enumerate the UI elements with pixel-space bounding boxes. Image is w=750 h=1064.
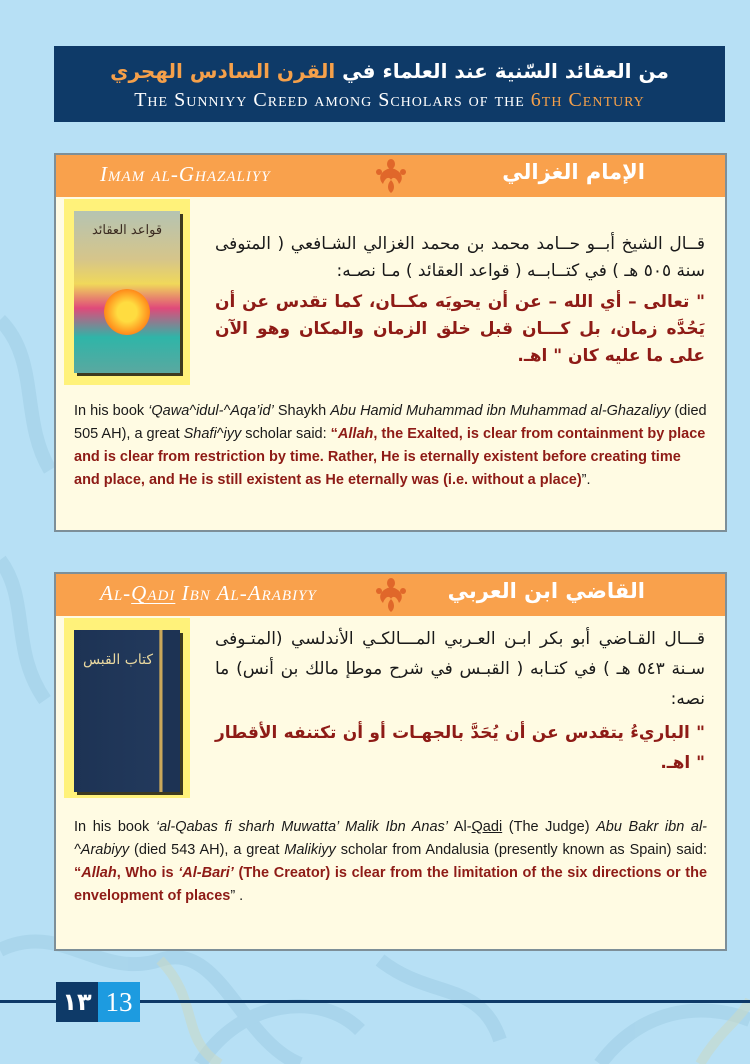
quote-allah: Allah [81, 865, 117, 881]
page-number-english: 13 [98, 982, 140, 1022]
english-text: Al- [448, 819, 472, 835]
english-text: (The Judge) [502, 819, 597, 835]
page-number-arabic: ١٣ [56, 982, 98, 1022]
quote-close: ”. [581, 472, 591, 488]
title-arabic-main: من العقائد السّنية عند العلماء في [342, 59, 669, 83]
floral-ornament-icon [371, 577, 411, 613]
page-title-banner [54, 46, 725, 122]
english-text: scholar from Andalusia (presently known as Spain) said: [335, 842, 707, 858]
book-cover-image [74, 630, 180, 792]
header-english-qadi: Qadi [131, 581, 176, 605]
english-text-block [74, 816, 707, 908]
title-qadi: Qadi [471, 819, 503, 835]
header-english-post: Ibn Al-Arabiyy [175, 581, 317, 605]
english-text: (died 543 AH), a great [129, 842, 285, 858]
arabic-text-block [215, 624, 705, 778]
card-header [56, 155, 725, 197]
header-arabic: القاضي ابن العربي [447, 579, 645, 603]
scholar-card-ghazaliyy [54, 153, 727, 532]
book-cover-image [74, 211, 180, 373]
title-arabic-highlight: القرن السادس الهجري [110, 59, 336, 83]
book-cover-frame [64, 618, 190, 798]
english-text: Shaykh [273, 403, 331, 419]
book-cover-title: قواعد العقائد [91, 223, 163, 238]
scholar-name-italic: Abu Bakr ibn al-^Arabiyy [74, 819, 707, 858]
title-english [54, 86, 725, 114]
english-text-block [74, 400, 707, 492]
title-english-highlight: 6th Century [530, 89, 645, 111]
book-cover-frame [64, 199, 190, 385]
card-header [56, 574, 725, 616]
book-cover-sun [104, 289, 150, 335]
school-name-italic: Shafi^iyy [183, 426, 242, 442]
english-quote [74, 865, 707, 904]
quote-text: (The Creator) is clear from the limitation of the six directions or the envelopment of places [74, 865, 708, 904]
quote-bari: ‘Al-Bari’ [178, 865, 234, 881]
quote-mark: “ [74, 865, 82, 881]
arabic-text-block [215, 231, 705, 370]
scholar-name-italic: Abu Hamid Muhammad ibn Muhammad al-Ghazaliyy [330, 403, 671, 419]
header-arabic: الإمام الغزالي [502, 160, 645, 184]
english-text: In his book [74, 403, 149, 419]
english-text: In his book [74, 819, 156, 835]
english-text: scholar said: [241, 426, 331, 442]
quote-close: ” . [230, 888, 244, 904]
book-title-italic: ‘Qawa^idul-^Aqa’id’ [148, 403, 274, 419]
arabic-quote: " تعالى – أي الله – عن أن يحويَه مكــان، كما تقدس عن أن يَحُدَّه زمان، بل كـــان قبل خلق الزمان والمكان وهو الآن على ما عليه كان " اهـ. [215, 292, 705, 366]
school-name-italic: Malikiyy [284, 842, 336, 858]
quote-mark: “ [330, 426, 338, 442]
english-text: (died 505 AH), a great [74, 403, 707, 442]
arabic-intro: قــال الشيخ أبــو حــامد محمد بن محمد الغزالي الشـافعي ( المتوفى سنة ٥٠٥ هـ ) في كتــابــه ( قواعد العقائد ) مـا نصـه: [215, 234, 705, 281]
arabic-quote: " الباريءُ يتقدس عن أن يُحَدَّ بالجهـات أو أن تكتنفه الأقطار " اهـ. [215, 723, 705, 773]
quote-allah: Allah [337, 426, 374, 442]
arabic-intro: قـــال القـاضي أبو بكر ابـن العـربي المـــالكـي الأندلسي (المتـوفى سـنة ٥٤٣ هـ ) في كتـابه ( القبـس في شرح موطإ مالك بن أنس) ما نصه: [215, 629, 705, 709]
quote-text: , the Exalted, is clear from containment by place and is clear from restriction by time. Rather, He is eternally existent before creating time and place, and He is still existent as He eternally was (i.e. without a place) [74, 426, 706, 488]
scholar-card-ibn-arabiyy [54, 572, 727, 951]
book-cover-title: كتاب القبس [82, 652, 154, 668]
book-title-italic: ‘al-Qabas fi sharh Muwatta’ Malik Ibn Anas’ [155, 819, 448, 835]
header-english: Imam al-Ghazaliyy [100, 162, 271, 186]
quote-text: , Who is [116, 865, 179, 881]
header-english [100, 581, 317, 606]
floral-ornament-icon [371, 158, 411, 194]
title-english-main: The Sunniyy Creed among Scholars of the [134, 89, 525, 111]
title-arabic [54, 46, 725, 84]
header-english-pre: Al- [100, 581, 132, 605]
